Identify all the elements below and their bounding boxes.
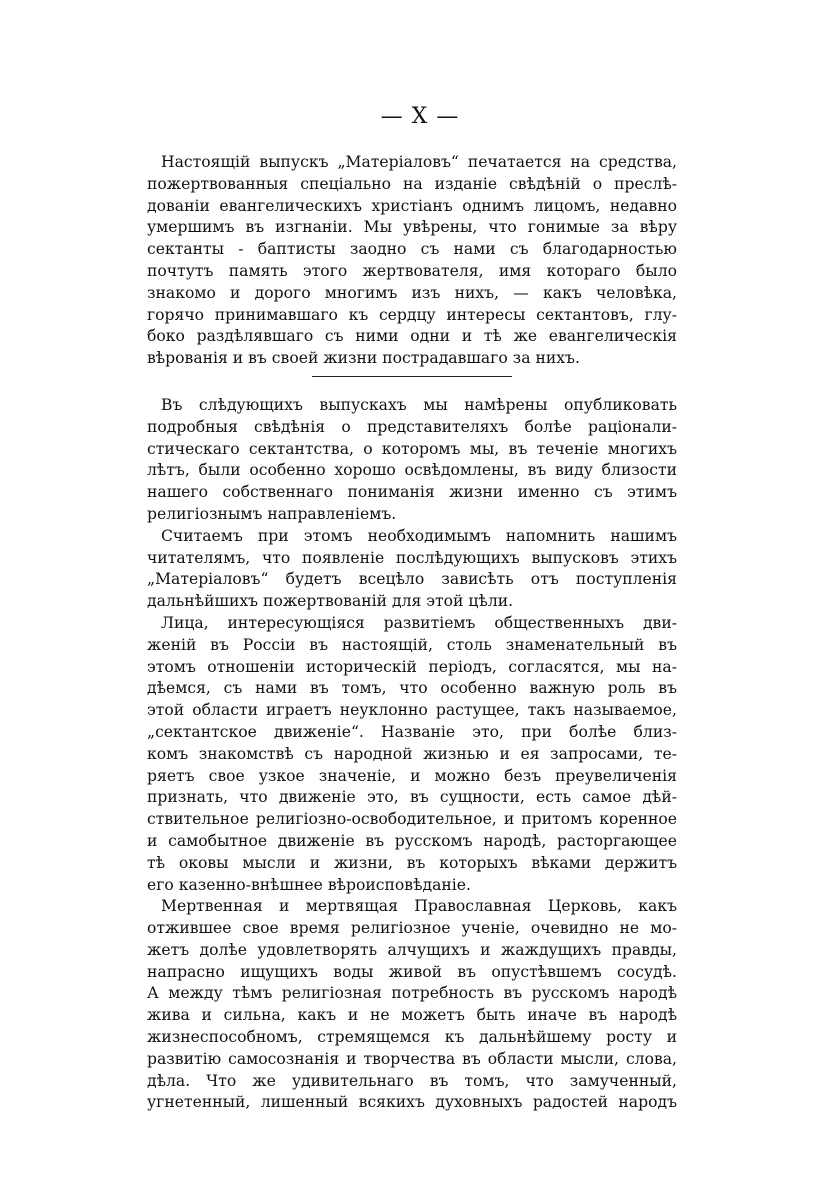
text-line: вѣрованія и въ своей жизни пострадавшаго за нихъ. <box>147 349 580 368</box>
text-line: комъ знакомствѣ съ народной жизнью и ея запросами, те- <box>147 744 677 763</box>
text-line: дальнѣйшихъ пожертвованій для этой цѣли. <box>147 592 514 611</box>
text-line: Считаемъ при этомъ необходимымъ напомнить нашимъ <box>161 526 677 545</box>
text-line: и самобытное движеніе въ русскомъ народѣ, расторгающее <box>147 831 677 850</box>
text-line: женій въ Россіи въ настоящій, столь знаменательный въ <box>147 635 677 654</box>
paragraph <box>147 896 677 1114</box>
text-line: лѣтъ, были особенно хорошо освѣдомлены, въ виду близости <box>147 461 677 480</box>
text-line: дѣемся, съ нами въ томъ, что особенно важную роль въ <box>147 679 677 698</box>
text-line: ряетъ свое узкое значеніе, и можно безъ преувеличенія <box>147 766 677 785</box>
text-line: пожертвованныя спеціально на изданіе свѣдѣній о преслѣ- <box>147 174 677 193</box>
text-line: сектанты - баптисты заодно съ нами съ благодарностью <box>147 240 677 259</box>
page-number: — X — <box>380 104 460 129</box>
text-line: горячо принимавшаго къ сердцу интересы сектантовъ, глу- <box>147 305 677 324</box>
text-line: жетъ долѣе удовлетворять алчущихъ и жаждущихъ правды, <box>147 940 677 959</box>
text-line: отжившее свое время религіозное ученіе, очевидно не мо- <box>147 919 677 938</box>
text-line: „сектантское движеніе“. Названіе это, при болѣе близ- <box>147 722 677 741</box>
text-line: жизнеспособномъ, стремящемся къ дальнѣйшему росту и <box>147 1028 677 1047</box>
text-line: Мертвенная и мертвящая Православная Церковь, какъ <box>161 897 677 916</box>
text-line: жива и сильна, какъ и не можетъ быть иначе въ народѣ <box>147 1006 677 1025</box>
text-line: развитію самосознанія и творчества въ области мысли, слова, <box>147 1049 677 1068</box>
text-line: А между тѣмъ религіозная потребность въ русскомъ народѣ <box>147 984 677 1003</box>
text-line: стическаго сектантства, о которомъ мы, въ теченіе многихъ <box>147 439 677 458</box>
text-line: дованіи евангелическихъ христіанъ однимъ лицомъ, недавно <box>147 196 677 215</box>
text-line: напрасно ищущихъ воды живой въ опустѣвшемъ сосудѣ. <box>147 962 677 981</box>
text-line: этомъ отношеніи историческій періодъ, согласятся, мы на- <box>147 657 677 676</box>
paragraph <box>147 613 677 896</box>
text-line: угнетенный, лишенный всякихъ духовныхъ радостей народъ <box>147 1093 677 1112</box>
text-line: религіознымъ направленіемъ. <box>147 504 397 523</box>
text-line: дѣла. Что же удивительнаго въ томъ, что замученный, <box>147 1071 677 1090</box>
text-line: Настоящій выпускъ „Матеріаловъ“ печатается на средства, <box>161 153 677 171</box>
text-line: подробныя свѣдѣнія о представителяхъ болѣе раціонали- <box>147 417 677 436</box>
text-line: признать, что движеніе это, въ сущности, есть самое дѣй- <box>147 788 677 807</box>
text-line: почтутъ память этого жертвователя, имя котораго было <box>147 261 677 280</box>
text-line: умершимъ въ изгнаніи. Мы увѣрены, что гонимые за вѣру <box>147 218 677 237</box>
text-line: читателямъ, что появленіе послѣдующихъ выпусковъ этихъ <box>147 548 677 567</box>
paragraph <box>147 526 677 613</box>
text-line: его казенно-внѣшнее вѣроисповѣданіе. <box>147 875 471 894</box>
text-line: этой области играетъ неуклонно растущее, такъ называемое, <box>147 701 677 720</box>
paragraph <box>147 152 677 370</box>
text-line: ствительное религіозно-освободительное, и притомъ коренное <box>147 810 677 829</box>
text-line: Въ слѣдующихъ выпускахъ мы намѣрены опубликовать <box>161 395 677 414</box>
text-line: знакомо и дорого многимъ изъ нихъ, — какъ человѣка, <box>147 283 677 302</box>
text-line: тѣ оковы мысли и жизни, въ которыхъ вѣками держитъ <box>147 853 677 872</box>
page-body <box>147 152 677 1114</box>
text-line: нашего собственнаго пониманія жизни именно съ этимъ <box>147 483 677 502</box>
section-divider <box>312 376 512 377</box>
text-line: Лица, интересующіяся развитіемъ общественныхъ дви- <box>161 613 677 632</box>
text-line: боко раздѣлявшаго съ ними одни и тѣ же евангелическія <box>147 327 677 346</box>
paragraph <box>147 395 677 526</box>
text-line: „Матеріаловъ“ будетъ всецѣло зависѣть отъ поступленія <box>147 570 677 589</box>
